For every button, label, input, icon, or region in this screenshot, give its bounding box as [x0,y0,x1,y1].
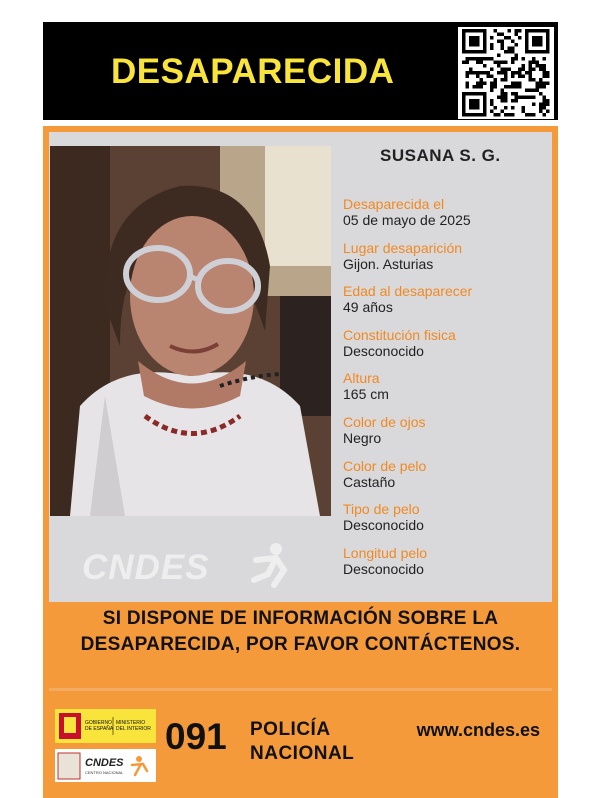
field-value: 165 cm [343,386,389,403]
svg-text:DEL INTERIOR: DEL INTERIOR [116,726,151,732]
contact-message [49,606,552,658]
police-line-1: POLICÍA [250,719,331,740]
field-label: Lugar desaparición [343,239,463,256]
svg-text:DE ESPAÑA: DE ESPAÑA [85,726,114,732]
field-hair-color [343,458,472,502]
field-value: 05 de mayo de 2025 [343,212,471,228]
person-name: SUSANA S. G. [380,146,501,165]
field-label: Altura [343,370,380,387]
field-place [343,240,472,284]
svg-text:MINISTERIO: MINISTERIO [116,720,146,726]
svg-text:CNDES: CNDES [85,757,124,769]
divider [49,688,552,691]
person-details [343,196,472,588]
cndes-logo [55,749,156,782]
field-value: Desconocido [343,517,424,534]
field-height [343,370,472,414]
emergency-phone[interactable]: 091 [165,716,227,757]
cndes-logo-icon [55,749,156,782]
field-label: Color de pelo [343,457,427,474]
field-value: Castaño [343,473,396,490]
field-value: Desconocido [343,342,424,359]
field-value: Negro [343,429,382,446]
page-title: DESAPARECIDA [111,52,395,91]
gobierno-logo [55,709,156,743]
field-label: Constitución fisica [343,326,456,343]
field-value: 49 años [343,299,393,316]
message-line-2: DESAPARECIDA, POR FAVOR CONTÁCTENOS. [80,634,521,655]
field-label: Tipo de pelo [343,501,420,518]
field-label: Longitud pelo [343,544,428,561]
field-age [343,283,472,327]
field-value: Desconocido [343,560,424,577]
field-hair-length [343,545,472,589]
field-label: Color de ojos [343,413,426,430]
field-date [343,196,472,240]
qr-code[interactable] [458,27,554,119]
field-build [343,327,472,371]
website-link[interactable]: www.cndes.es [416,720,540,740]
field-value: Gijon. Asturias [343,255,434,272]
svg-text:GOBIERNO: GOBIERNO [85,720,112,726]
police-label [250,718,354,766]
field-eye-color [343,414,472,458]
field-label: Desaparecida el [343,196,445,212]
message-line-1: SI DISPONE DE INFORMACIÓN SOBRE LA [102,608,499,629]
cndes-watermark: CNDES [82,548,210,587]
svg-text:CENTRO NACIONAL: CENTRO NACIONAL [85,770,124,775]
spain-coat-of-arms-icon [55,709,156,743]
police-line-2: NACIONAL [250,743,355,764]
field-label: Edad al desaparecer [343,283,473,300]
field-hair-type [343,501,472,545]
cndes-runner-icon [246,540,296,590]
missing-person-photo [50,146,331,516]
